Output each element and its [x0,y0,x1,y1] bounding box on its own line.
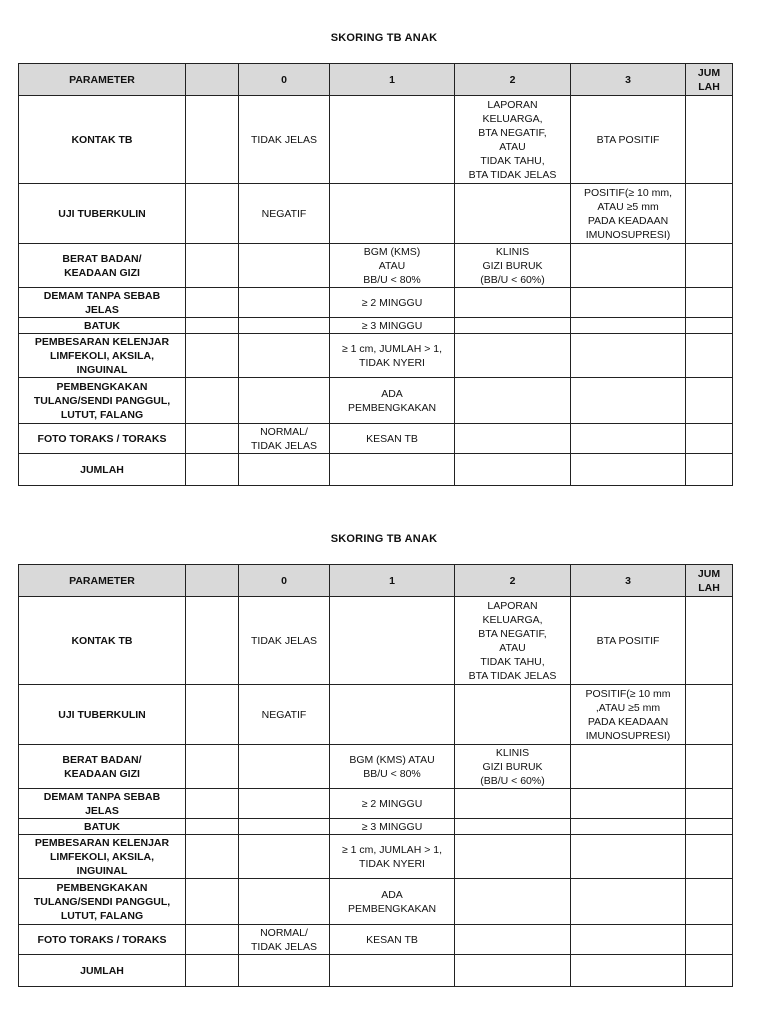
table-row [19,955,733,987]
score-3-cell [571,424,686,454]
table-row [19,925,733,955]
score-3-cell [571,454,686,486]
score-0-cell: TIDAK JELAS [239,96,330,184]
blank-cell [186,454,239,486]
score-1-cell [330,955,455,987]
blank-cell [186,334,239,378]
score-3-cell [571,925,686,955]
score-0-cell [239,789,330,819]
score-3-cell [571,879,686,925]
score-3-cell: POSITIF(≥ 10 mm ,ATAU ≥5 mm PADA KEADAAN IMUNOSUPRESI) [571,685,686,745]
blank-cell [186,96,239,184]
score-2-cell [455,685,571,745]
score-3-cell [571,835,686,879]
table-row [19,879,733,925]
jumlah-cell [686,745,733,789]
score-2-cell [455,318,571,334]
score-0-cell [239,378,330,424]
score-3-cell: POSITIF(≥ 10 mm, ATAU ≥5 mm PADA KEADAAN IMUNOSUPRESI) [571,184,686,244]
score-2-cell: KLINIS GIZI BURUK (BB/U < 60%) [455,745,571,789]
jumlah-cell [686,925,733,955]
score-0-cell [239,454,330,486]
jumlah-cell [686,879,733,925]
score-1-cell: ≥ 1 cm, JUMLAH > 1, TIDAK NYERI [330,334,455,378]
header-score-3: 3 [571,565,686,597]
header-parameter: PARAMETER [19,64,186,96]
blank-cell [186,745,239,789]
score-2-cell [455,288,571,318]
score-2-cell: LAPORAN KELUARGA, BTA NEGATIF, ATAU TIDAK TAHU, BTA TIDAK JELAS [455,597,571,685]
scoring-table [18,63,733,486]
table-row [19,244,733,288]
table-row [19,685,733,745]
parameter-cell: BATUK [19,819,186,835]
blank-cell [186,925,239,955]
score-0-cell [239,318,330,334]
header-blank [186,64,239,96]
score-3-cell [571,745,686,789]
jumlah-cell [686,597,733,685]
blank-cell [186,955,239,987]
score-2-cell [455,378,571,424]
score-1-cell [330,685,455,745]
blank-cell [186,597,239,685]
score-2-cell [455,334,571,378]
score-0-cell [239,819,330,835]
jumlah-cell [686,685,733,745]
parameter-cell: PEMBENGKAKAN TULANG/SENDI PANGGUL, LUTUT, FALANG [19,378,186,424]
parameter-cell: PEMBESARAN KELENJAR LIMFEKOLI, AKSILA, INGUINAL [19,835,186,879]
parameter-cell: BERAT BADAN/ KEADAAN GIZI [19,244,186,288]
table-row [19,334,733,378]
header-jumlah: JUM LAH [686,565,733,597]
header-score-2: 2 [455,565,571,597]
header-score-0: 0 [239,64,330,96]
score-3-cell [571,789,686,819]
score-0-cell: NEGATIF [239,184,330,244]
score-1-cell: ≥ 2 MINGGU [330,789,455,819]
score-2-cell [455,789,571,819]
score-1-cell [330,184,455,244]
table-row [19,424,733,454]
score-0-cell [239,879,330,925]
blank-cell [186,685,239,745]
score-1-cell: ≥ 3 MINGGU [330,819,455,835]
blank-cell [186,318,239,334]
score-0-cell: TIDAK JELAS [239,597,330,685]
table-row [19,454,733,486]
score-3-cell [571,318,686,334]
blank-cell [186,184,239,244]
score-3-cell: BTA POSITIF [571,96,686,184]
score-2-cell [455,925,571,955]
header-jumlah: JUM LAH [686,64,733,96]
score-1-cell: KESAN TB [330,424,455,454]
jumlah-cell [686,378,733,424]
score-3-cell: BTA POSITIF [571,597,686,685]
parameter-cell: JUMLAH [19,955,186,987]
score-0-cell: NORMAL/ TIDAK JELAS [239,925,330,955]
jumlah-cell [686,424,733,454]
table-row [19,378,733,424]
score-1-cell: BGM (KMS) ATAU BB/U < 80% [330,745,455,789]
score-0-cell [239,244,330,288]
parameter-cell: BATUK [19,318,186,334]
blank-cell [186,288,239,318]
score-0-cell [239,334,330,378]
header-row [19,565,733,597]
blank-cell [186,424,239,454]
parameter-cell: FOTO TORAKS / TORAKS [19,925,186,955]
blank-cell [186,819,239,835]
jumlah-cell [686,184,733,244]
header-score-2: 2 [455,64,571,96]
jumlah-cell [686,318,733,334]
jumlah-cell [686,819,733,835]
blank-cell [186,879,239,925]
score-0-cell: NEGATIF [239,685,330,745]
parameter-cell: BERAT BADAN/ KEADAAN GIZI [19,745,186,789]
blank-cell [186,835,239,879]
score-2-cell [455,184,571,244]
header-score-3: 3 [571,64,686,96]
score-0-cell [239,955,330,987]
jumlah-cell [686,835,733,879]
score-3-cell [571,334,686,378]
score-1-cell: BGM (KMS) ATAU BB/U < 80% [330,244,455,288]
blank-cell [186,378,239,424]
score-2-cell [455,879,571,925]
scoring-table [18,564,733,987]
parameter-cell: PEMBESARAN KELENJAR LIMFEKOLI, AKSILA, INGUINAL [19,334,186,378]
jumlah-cell [686,244,733,288]
table-row [19,597,733,685]
parameter-cell: KONTAK TB [19,597,186,685]
score-2-cell [455,819,571,835]
parameter-cell: UJI TUBERKULIN [19,685,186,745]
score-0-cell [239,835,330,879]
blank-cell [186,789,239,819]
parameter-cell: PEMBENGKAKAN TULANG/SENDI PANGGUL, LUTUT, FALANG [19,879,186,925]
score-3-cell [571,288,686,318]
parameter-cell: FOTO TORAKS / TORAKS [19,424,186,454]
header-parameter: PARAMETER [19,565,186,597]
parameter-cell: DEMAM TANPA SEBAB JELAS [19,288,186,318]
table-title: SKORING TB ANAK [330,533,438,545]
header-score-0: 0 [239,565,330,597]
score-2-cell: LAPORAN KELUARGA, BTA NEGATIF, ATAU TIDAK TAHU, BTA TIDAK JELAS [455,96,571,184]
parameter-cell: JUMLAH [19,454,186,486]
jumlah-cell [686,454,733,486]
table-row [19,835,733,879]
table-title: SKORING TB ANAK [330,32,438,44]
score-0-cell [239,288,330,318]
score-2-cell [455,955,571,987]
table-row [19,789,733,819]
jumlah-cell [686,955,733,987]
score-1-cell: ≥ 1 cm, JUMLAH > 1, TIDAK NYERI [330,835,455,879]
score-1-cell [330,454,455,486]
score-3-cell [571,378,686,424]
jumlah-cell [686,334,733,378]
parameter-cell: UJI TUBERKULIN [19,184,186,244]
score-1-cell: ADA PEMBENGKAKAN [330,378,455,424]
jumlah-cell [686,288,733,318]
parameter-cell: DEMAM TANPA SEBAB JELAS [19,789,186,819]
parameter-cell: KONTAK TB [19,96,186,184]
score-0-cell: NORMAL/ TIDAK JELAS [239,424,330,454]
header-score-1: 1 [330,565,455,597]
score-2-cell [455,424,571,454]
table-row [19,745,733,789]
score-2-cell: KLINIS GIZI BURUK (BB/U < 60%) [455,244,571,288]
score-3-cell [571,955,686,987]
jumlah-cell [686,96,733,184]
header-row [19,64,733,96]
score-1-cell [330,597,455,685]
score-3-cell [571,819,686,835]
score-1-cell: ≥ 2 MINGGU [330,288,455,318]
header-blank [186,565,239,597]
score-0-cell [239,745,330,789]
table-row [19,819,733,835]
header-score-1: 1 [330,64,455,96]
score-2-cell [455,835,571,879]
blank-cell [186,244,239,288]
score-2-cell [455,454,571,486]
score-1-cell: KESAN TB [330,925,455,955]
score-1-cell: ≥ 3 MINGGU [330,318,455,334]
table-row [19,288,733,318]
score-3-cell [571,244,686,288]
score-1-cell [330,96,455,184]
score-1-cell: ADA PEMBENGKAKAN [330,879,455,925]
table-row [19,318,733,334]
jumlah-cell [686,789,733,819]
table-row [19,96,733,184]
table-row [19,184,733,244]
